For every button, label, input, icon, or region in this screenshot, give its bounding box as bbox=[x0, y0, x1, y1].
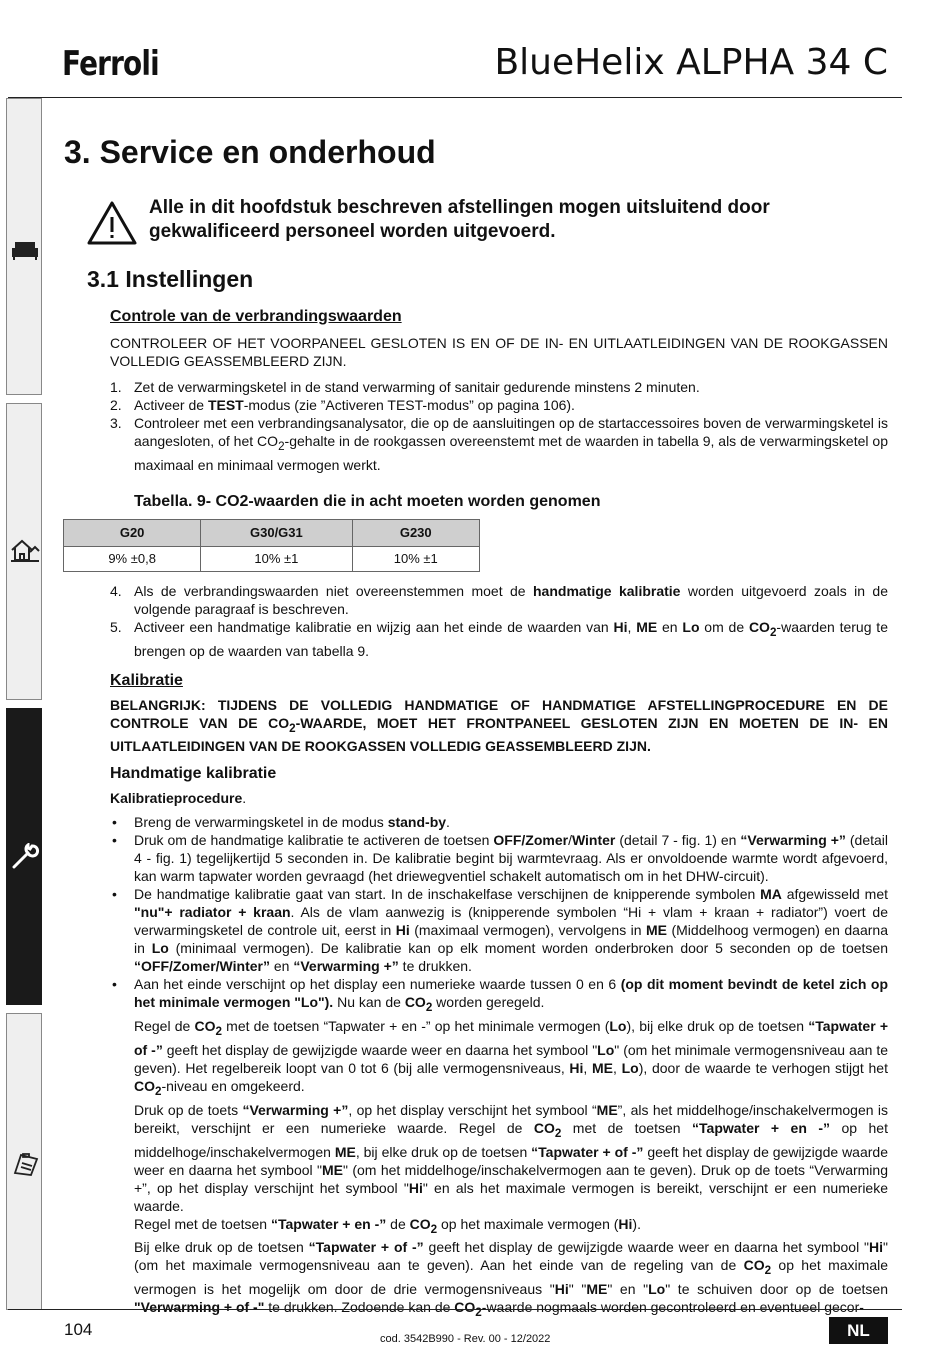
step-bold: ME bbox=[636, 618, 658, 635]
item-text: Nu kan de bbox=[333, 994, 405, 1011]
product-name: BlueHelix ALPHA 34 C bbox=[494, 42, 888, 83]
procedure-dot: . bbox=[242, 790, 247, 807]
item-text: worden geregeld. bbox=[432, 994, 545, 1011]
item-bold: Lo bbox=[609, 1018, 627, 1035]
item-text: . bbox=[446, 814, 450, 831]
main-content bbox=[110, 308, 888, 1322]
brand-logo: Ferroli bbox=[62, 44, 159, 84]
item-bold: Winter bbox=[571, 832, 616, 849]
list-item bbox=[110, 885, 888, 975]
item-bold: ME bbox=[592, 1059, 613, 1076]
item-text: Regel met de toetsen bbox=[134, 1215, 271, 1232]
item-text: te drukken. bbox=[398, 958, 472, 975]
item-text: , bbox=[613, 1059, 622, 1076]
item-bold: Lo bbox=[648, 1281, 666, 1298]
item-bold: Hi bbox=[395, 922, 410, 939]
step-text: Zet de verwarmingsketel in de stand verwarming of sanitair gedurende minstens 2 minuten. bbox=[134, 379, 700, 395]
item-bold: “Verwarming +” bbox=[242, 1101, 349, 1118]
notice-text: BELANGRIJK: TIJDENS DE VOLLEDIG HANDMATIGE OF HANDMATIGE AFSTELLINGPROCEDURE EN DE CONTROLE VAN DE CO bbox=[110, 696, 888, 731]
item-bold: (op dit moment bevindt de ketel zich op het minimale vermogen "Lo"). bbox=[134, 976, 889, 1011]
step-number: 3. bbox=[110, 415, 122, 431]
item-text: afgewisseld met bbox=[781, 886, 888, 903]
subscript: 2 bbox=[425, 1001, 433, 1015]
item-bold: “Tapwater + of -” bbox=[308, 1239, 424, 1256]
subscript: 2 bbox=[155, 1084, 162, 1098]
list-item bbox=[110, 831, 888, 885]
step-number: 1. bbox=[110, 379, 122, 395]
item-bold: ME bbox=[646, 922, 668, 939]
item-text: met de toetsen “Tapwater + en -” op het minimale vermogen ( bbox=[221, 1018, 610, 1035]
step-bold: CO bbox=[748, 618, 770, 635]
subscript: 2 bbox=[278, 439, 285, 453]
item-text: ”, als het middelhoge/inschakelvermogen is bereikt, verschijnt er een numerieke waarde. Regel de bbox=[134, 1101, 888, 1136]
list-item bbox=[110, 813, 888, 831]
procedure-list bbox=[110, 813, 888, 1322]
step-text: Activeer de bbox=[134, 397, 208, 413]
item-text: geeft het display de gewijzigde waarde weer en daarna het symbool " bbox=[423, 1239, 870, 1256]
item-text: Druk op de toets bbox=[134, 1101, 243, 1118]
table-row bbox=[64, 546, 480, 571]
item-bold: "Verwarming + of -" bbox=[134, 1299, 265, 1316]
item-bold: CO bbox=[134, 1077, 155, 1094]
subscript: 2 bbox=[215, 1024, 222, 1038]
item-bold: “Tapwater + en -” bbox=[270, 1215, 387, 1232]
item-text: ), bij elke druk op de toetsen bbox=[626, 1018, 809, 1035]
item-bold: CO bbox=[454, 1299, 476, 1316]
subscript: 2 bbox=[554, 1126, 562, 1140]
bullet: • bbox=[112, 814, 117, 831]
item-text: de bbox=[386, 1215, 410, 1232]
step-bold: Hi bbox=[613, 618, 628, 635]
page-title: 3. Service en onderhoud bbox=[64, 134, 436, 170]
step-bold: handmatige kalibratie bbox=[533, 582, 681, 599]
item-text: te drukken. Zodoende kan de bbox=[264, 1299, 455, 1316]
combustion-notice: CONTROLEER OF HET VOORPANEEL GESLOTEN IS EN OF DE IN- EN UITLAATLEIDINGEN VAN DE ROOKGASSEN VOLLEDIG GEASSEMBLEERD ZIJN. bbox=[110, 335, 888, 369]
item-bold: Lo bbox=[151, 940, 169, 957]
table-header-cell: G20 bbox=[64, 519, 201, 546]
item-bold: Lo bbox=[597, 1041, 615, 1058]
calibration-heading: Kalibratie bbox=[110, 671, 183, 689]
item-text: op het maximale vermogen ( bbox=[437, 1215, 619, 1232]
procedure-title: Kalibratieprocedure bbox=[110, 790, 243, 807]
step-item bbox=[110, 582, 888, 618]
side-tab-service[interactable] bbox=[6, 708, 42, 1005]
item-text: Breng de verwarmingsketel in de modus bbox=[134, 814, 388, 831]
item-text: " (om het maximale vermogensniveau aan te geven). Aan het einde van de regeling van de bbox=[134, 1239, 888, 1274]
item-text: Druk om de handmatige kalibratie te activeren de toetsen bbox=[134, 832, 494, 849]
subscript: 2 bbox=[764, 1264, 772, 1278]
subscript: 2 bbox=[289, 721, 296, 735]
item-text: , op het display verschijnt het symbool “ bbox=[348, 1101, 597, 1118]
item-text: " (om het middelhoge/inschakelvermogen aan te geven). Druk op de toets “Verwarming +”, op het display verschijnt het symbool " bbox=[134, 1161, 888, 1196]
table-caption: Tabella. 9- CO2-waarden die in acht moeten worden genomen bbox=[134, 492, 601, 510]
document-code: cod. 3542B990 - Rev. 00 - 12/2022 bbox=[380, 1333, 551, 1345]
procedure-heading bbox=[110, 789, 888, 807]
item-text: op het middelhoge/inschakelvermogen bbox=[134, 1119, 888, 1160]
combustion-steps-continued bbox=[110, 582, 888, 660]
step-text: -modus (zie ”Activeren TEST-modus” op pagina 106). bbox=[243, 397, 575, 413]
step-text: om de bbox=[699, 618, 749, 635]
side-tab-documents[interactable] bbox=[6, 1013, 42, 1310]
bullet: • bbox=[112, 832, 117, 849]
subscript: 2 bbox=[769, 625, 777, 639]
item-text: met de toetsen bbox=[561, 1119, 693, 1136]
footer-divider bbox=[8, 1309, 902, 1310]
step-item bbox=[110, 618, 888, 660]
item-text: (minimaal vermogen). De kalibratie kan op elk moment worden onderbroken door 5 seconden op de toetsen bbox=[168, 940, 888, 957]
item-bold: Hi bbox=[554, 1281, 569, 1298]
item-bold: Lo bbox=[621, 1059, 639, 1076]
item-text: ), door de waarde te verhogen stijgt het bbox=[638, 1059, 888, 1076]
step-text: worden uitgevoerd zoals in de volgende paragraaf is beschreven. bbox=[134, 582, 888, 617]
step-text: Controleer met een verbrandingsanalysator, die op de aansluitingen op de startaccessoires boven de verwarmingsketel is aangesloten, of het CO bbox=[134, 415, 888, 449]
item-bold: CO bbox=[194, 1018, 216, 1035]
item-bold: “Tapwater + of -” bbox=[531, 1143, 644, 1160]
item-text: (Middelhoog vermogen) en daarna in bbox=[134, 922, 888, 957]
side-tab-user[interactable] bbox=[6, 98, 42, 395]
item-bold: Hi bbox=[618, 1215, 633, 1232]
item-text: op het maximale vermogen is het mogelijk om door de drie vermogensniveaus " bbox=[134, 1257, 888, 1298]
item-bold: ME bbox=[596, 1101, 618, 1118]
combustion-heading: Controle van de verbrandingswaarden bbox=[110, 308, 402, 325]
manual-calibration-heading: Handmatige kalibratie bbox=[110, 765, 277, 783]
side-tab-installer[interactable] bbox=[6, 403, 42, 700]
table-cell: 10% ±1 bbox=[352, 546, 479, 571]
item-bold: CO bbox=[533, 1119, 555, 1136]
item-text: " (om het minimale vermogensniveau aan te geven). Het regelbereik loopt van 0 tot 6 (bij alle vermogensniveaus, bbox=[134, 1041, 888, 1076]
item-text: . Als de vlam aanwezig is (knipperende symbolen “Hi + vlam + kraan + radiator”) voert de verwarmingsketel de controle uit, eerst in bbox=[134, 904, 889, 939]
item-text: " te schuiven door op de toetsen bbox=[665, 1281, 888, 1298]
item-text: (maximaal vermogen), vervolgens in bbox=[409, 922, 647, 939]
item-bold: ME bbox=[321, 1161, 343, 1178]
table-cell: 10% ±1 bbox=[201, 546, 352, 571]
step-item bbox=[110, 396, 888, 414]
item-text: ). bbox=[632, 1215, 641, 1232]
item-bold: CO bbox=[409, 1215, 431, 1232]
step-text: en bbox=[657, 618, 683, 635]
step-text: Als de verbrandingswaarden niet overeenstemmen moet de bbox=[134, 582, 533, 599]
item-bold: “OFF/Zomer/Winter” bbox=[134, 958, 270, 975]
table-header-cell: G230 bbox=[352, 519, 479, 546]
subscript: 2 bbox=[475, 1305, 482, 1319]
step-number: 5. bbox=[110, 618, 122, 635]
step-item bbox=[110, 378, 888, 396]
step-text: Activeer een handmatige kalibratie en wijzig aan het einde de waarden van bbox=[134, 618, 614, 635]
wrench-icon bbox=[10, 843, 40, 869]
item-text: geeft het display de gewijzigde waarde weer en daarna het symbool " bbox=[162, 1041, 598, 1058]
step-number: 4. bbox=[110, 582, 122, 599]
step-text: -waarden terug te brengen op de waarden van tabella 9. bbox=[134, 618, 888, 659]
item-text: (detail 4 - fig. 1) tegelijkertijd 5 seconden in. De kalibratie begint bij warmtevraag. Als er onvoldoende warmte wordt afgevoerd, kan warm tapwater worden gevraagd (het driewegventiel schakelt automatisch om in het DHW-circuit). bbox=[134, 832, 888, 885]
item-bold: "nu"+ radiator + kraan bbox=[134, 904, 291, 921]
table-cell: 9% ±0,8 bbox=[64, 546, 201, 571]
step-item bbox=[110, 414, 888, 474]
bullet: • bbox=[112, 886, 117, 903]
item-text: Aan het einde verschijnt op het display een numerieke waarde tussen 0 en 6 bbox=[134, 976, 621, 993]
table-header-cell: G30/G31 bbox=[201, 519, 352, 546]
section-title: 3.1 Instellingen bbox=[87, 266, 254, 292]
item-text: , bbox=[583, 1059, 592, 1076]
item-text: " " bbox=[568, 1281, 587, 1298]
item-text: " en " bbox=[607, 1281, 649, 1298]
item-bold: CO bbox=[743, 1257, 765, 1274]
item-bold: “Verwarming +” bbox=[293, 958, 399, 975]
item-text: (detail 7 - fig. 1) en bbox=[615, 832, 741, 849]
notice-text: -WAARDE, MOET HET FRONTPANEEL GESLOTEN ZIJN EN MOETEN DE IN- EN UITLAATLEIDINGEN VAN DE ROOKGASSEN VOLLEDIG GEASSEMBLEERD ZIJN. bbox=[110, 714, 888, 755]
item-bold: Hi bbox=[408, 1179, 423, 1196]
item-text: en bbox=[270, 958, 294, 975]
table-header-row bbox=[64, 519, 480, 546]
item-bold: “Tapwater + of -” bbox=[134, 1018, 889, 1058]
subscript: 2 bbox=[430, 1222, 438, 1236]
item-bold: OFF/Zomer bbox=[493, 832, 569, 849]
item-bold: stand-by bbox=[387, 814, 447, 831]
item-bold: “Tapwater + en -” bbox=[692, 1119, 831, 1136]
bullet: • bbox=[112, 976, 117, 993]
calibration-important bbox=[110, 696, 888, 756]
item-text: De handmatige kalibratie gaat van start. In de inschakelfase verschijnen de knipperende symbolen bbox=[134, 886, 761, 903]
warning-text: Alle in dit hoofdstuk beschreven afstellingen mogen uitsluitend door gekwalificeerd personeel worden uitgevoerd. bbox=[149, 197, 770, 242]
item-text: Regel de bbox=[134, 1018, 195, 1035]
house-icon bbox=[10, 538, 40, 564]
list-item bbox=[110, 975, 888, 1322]
item-text: " en als het maximale vermogen is bereikt, verschijnt er een numerieke waarde. bbox=[134, 1179, 889, 1214]
item-bold: ME bbox=[586, 1281, 608, 1298]
item-text: / bbox=[568, 832, 572, 849]
item-bold: Hi bbox=[869, 1239, 884, 1256]
item-text: -niveau en omgekeerd. bbox=[161, 1077, 305, 1094]
step-text: -gehalte in de rookgassen overeenstemt met de waarden in tabella 9, als de verwarmingsketel op maximaal en minimaal vermogen werkt. bbox=[134, 433, 888, 473]
step-bold: TEST bbox=[207, 397, 244, 413]
item-bold: MA bbox=[760, 886, 782, 903]
armchair-icon bbox=[10, 237, 40, 263]
header-divider bbox=[8, 97, 902, 98]
step-bold: Lo bbox=[682, 618, 700, 635]
item-text: Bij elke druk op de toetsen bbox=[134, 1239, 309, 1256]
co2-table bbox=[63, 519, 480, 572]
item-bold: CO bbox=[404, 994, 426, 1011]
page-number: 104 bbox=[64, 1320, 93, 1339]
language-badge: NL bbox=[829, 1317, 888, 1344]
item-text: , bij elke druk op de toetsen bbox=[355, 1143, 532, 1160]
clipboard-icon bbox=[10, 1150, 40, 1176]
combustion-steps bbox=[110, 378, 888, 474]
warning-triangle-icon bbox=[86, 200, 138, 246]
item-bold: “Verwarming +” bbox=[740, 832, 846, 849]
step-text: , bbox=[627, 618, 637, 635]
item-bold: ME bbox=[334, 1143, 356, 1160]
item-text: -waarde nogmaals worden gecontroleerd en eventueel gecor- bbox=[481, 1299, 864, 1316]
item-text: geeft het display de gewijzigde waarde weer en daarna het symbool " bbox=[134, 1143, 888, 1178]
item-bold: Hi bbox=[569, 1059, 584, 1076]
step-number: 2. bbox=[110, 397, 122, 413]
